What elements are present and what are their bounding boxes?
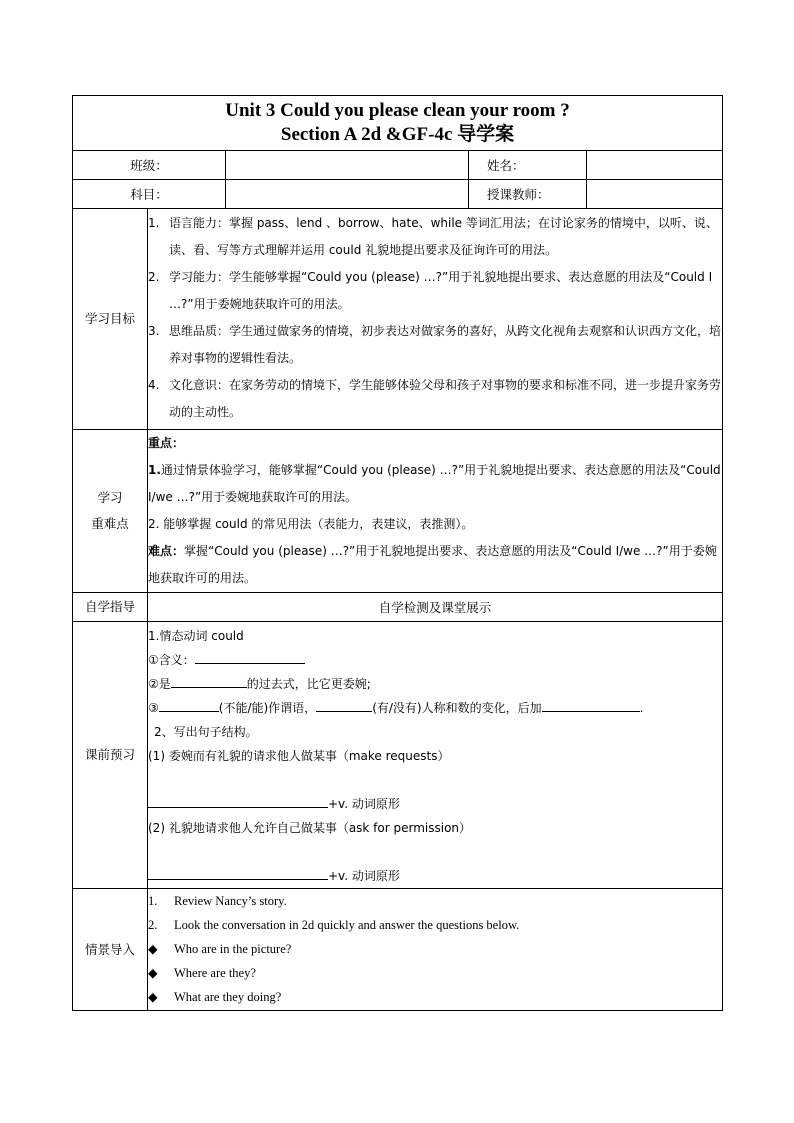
preview-line-meaning: [148, 648, 722, 672]
intro-label: 情景导入: [73, 889, 148, 1011]
name-field[interactable]: [587, 151, 723, 180]
page-title: Unit 3 Could you please clean your room ?: [225, 100, 570, 121]
intro-item-mark: 1.: [148, 894, 158, 908]
objective-text: 思维品质：学生通过做家务的情境，初步表达对做家务的喜好，从跨文化视角去观察和认识西方文化，培养对事物的逻辑性看法。: [169, 324, 722, 365]
preview-line-past: [148, 672, 722, 696]
meaning-label: ①含义：: [148, 653, 195, 667]
followed-by-blank[interactable]: [542, 697, 640, 712]
keypoints-content: [148, 430, 723, 593]
difficult-point: [148, 538, 722, 592]
class-label: 班级：: [73, 151, 226, 180]
key-point-heading: 重点：: [148, 436, 185, 450]
preview-line-requests-answer: [148, 792, 722, 816]
keypoints-label-line1: 学习: [97, 490, 123, 505]
key-point-1: [148, 457, 722, 511]
title-cell: [73, 96, 723, 151]
objectives-label: 学习目标: [73, 209, 148, 430]
difficult-point-heading: 难点：: [148, 544, 185, 558]
diamond-bullet-icon: ◆: [148, 942, 158, 956]
objective-item: [148, 372, 722, 426]
guide-header: 自学检测及课堂展示: [148, 593, 723, 622]
usage-marker: ③: [148, 701, 159, 715]
diamond-bullet-icon: ◆: [148, 990, 158, 1004]
objective-num: 2.: [148, 270, 160, 284]
study-guide-table: [72, 95, 723, 1011]
preview-label: 课前预习: [73, 622, 148, 889]
objective-num: 3.: [148, 324, 160, 338]
preview-line-structure: 2、写出句子结构。: [154, 725, 258, 739]
permission-structure-suffix: +v. 动词原形: [328, 869, 400, 883]
intro-item-text: What are they doing?: [174, 990, 282, 1004]
keypoints-label-line2: 重难点: [91, 516, 129, 531]
name-label: 姓名：: [469, 151, 587, 180]
difficult-point-text: 掌握“Could you (please) …?”用于礼貌地提出要求、表达意愿的用法及“Could I/we …?”用于委婉地获取许可的用法。: [148, 544, 717, 585]
person-number-blank[interactable]: [316, 697, 372, 712]
intro-item: [148, 937, 722, 961]
intro-item-mark: 2.: [148, 918, 158, 932]
intro-item: [148, 961, 722, 985]
objective-item: [148, 264, 722, 318]
teacher-field[interactable]: [587, 180, 723, 209]
past-suffix: 的过去式，比它更委婉;: [246, 677, 371, 691]
intro-item-text: Look the conversation in 2d quickly and answer the questions below.: [174, 918, 520, 932]
subject-label: 科目：: [73, 180, 226, 209]
usage-text-c: (有/没有)人称和数的变化，后加: [372, 701, 542, 715]
page-subtitle: Section A 2d &GF-4c 导学案: [280, 124, 515, 145]
intro-item: [148, 985, 722, 1009]
objective-num: 1.: [148, 216, 160, 230]
preview-spacer: [148, 768, 722, 792]
intro-item-text: Review Nancy’s story.: [174, 894, 287, 908]
preview-line-requests: (1) 委婉而有礼貌的请求他人做某事（make requests）: [148, 749, 450, 763]
intro-item: [148, 913, 722, 937]
preview-line-permission-answer: [148, 864, 722, 888]
predicate-blank[interactable]: [159, 697, 219, 712]
requests-structure-blank[interactable]: [148, 793, 328, 808]
preview-spacer: [148, 840, 722, 864]
subject-field[interactable]: [226, 180, 469, 209]
key-point-1-text: 通过情景体验学习，能够掌握“Could you (please) …?”用于礼貌地提出要求、表达意愿的用法及“Could I/we …?”用于委婉地获取许可的用法。: [148, 463, 721, 504]
past-blank[interactable]: [171, 673, 247, 688]
key-point-2: 2. 能够掌握 could 的常见用法（表能力，表建议，表推测）。: [148, 517, 474, 531]
intro-content: [148, 889, 723, 1011]
usage-text-b: (不能/能)作谓语，: [218, 701, 317, 715]
key-point-1-num: 1.: [148, 463, 161, 477]
past-prefix: ②是: [148, 677, 171, 691]
preview-line-permission: (2) 礼貌地请求他人允许自己做某事（ask for permission）: [148, 821, 472, 835]
intro-item: [148, 889, 722, 913]
intro-item-text: Where are they?: [174, 966, 256, 980]
intro-item-text: Who are in the picture?: [174, 942, 292, 956]
preview-line-usage: [148, 696, 722, 720]
objective-text: 语言能力：掌握 pass、lend 、borrow、hate、while 等词汇用法；在讨论家务的情境中，以听、说、读、看、写等方式理解并运用 could 礼貌地提出要求及征询许可的用法。: [169, 216, 718, 257]
meaning-blank[interactable]: [195, 649, 305, 664]
permission-structure-blank[interactable]: [148, 865, 328, 880]
keypoints-label: [73, 430, 148, 593]
preview-content: [148, 622, 723, 889]
objective-text: 文化意识：在家务劳动的情境下，学生能够体验父母和孩子对事物的要求和标准不同，进一步提升家务劳动的主动性。: [169, 378, 722, 419]
objective-item: [148, 210, 722, 264]
teacher-label: 授课教师：: [469, 180, 587, 209]
preview-line-modal: 1.情态动词 could: [148, 629, 244, 643]
objective-item: [148, 318, 722, 372]
objective-num: 4.: [148, 378, 160, 392]
objective-text: 学习能力：学生能够掌握“Could you (please) …?”用于礼貌地提出要求、表达意愿的用法及“Could I …?”用于委婉地获取许可的用法。: [169, 270, 713, 311]
usage-text-d: .: [639, 701, 644, 715]
diamond-bullet-icon: ◆: [148, 966, 158, 980]
requests-structure-suffix: +v. 动词原形: [328, 797, 400, 811]
guide-label: 自学指导: [73, 593, 148, 622]
class-field[interactable]: [226, 151, 469, 180]
objectives-content: [148, 209, 723, 430]
